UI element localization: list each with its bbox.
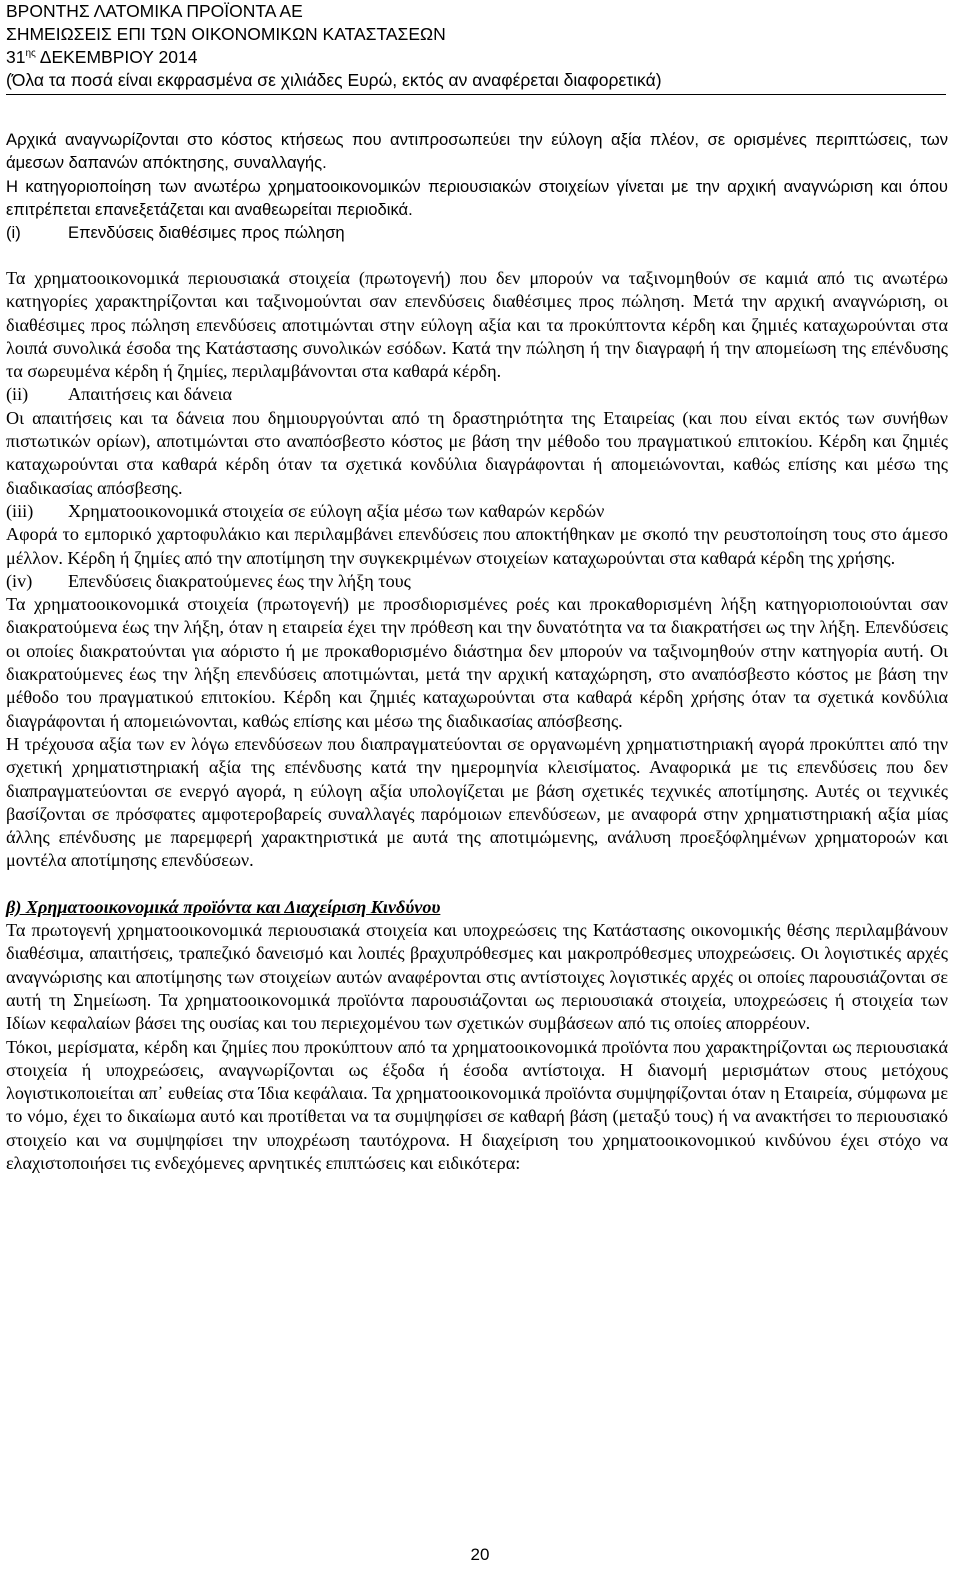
intro-paragraph-1: Αρχικά αναγνωρίζονται στο κόστος κτήσεως που αντιπροσωπεύει την εύλογη αξία πλέον, σε ορισμένες περιπτώσεις, των άμεσων δαπανών απόκτησης, συναλλαγής. bbox=[6, 130, 948, 173]
item-iv-number: (iv) bbox=[6, 570, 33, 591]
section-iii-text: Αφορά το εμπορικό χαρτοφυλάκιο και περιλαμβάνει επενδύσεις που αποκτήθηκαν με σκοπό την ρευστοποίηση τους στο άμεσο μέλλον. Κέρδη ή ζημίες από την αποτίμηση την συγκεκριμένων στοιχείων καταχωρούνται στα καθαρά κέρδη της χρήσης. bbox=[6, 524, 948, 568]
report-date: $31^{\eta\varsigma}$ ΔΕΚΕΜΒΡΙΟΥ 2014 bbox=[6, 47, 198, 67]
item-i-title: Επενδύσεις διαθέσιμες προς πώληση bbox=[68, 223, 345, 243]
company-name: ΒΡΟΝΤΗΣ ΛΑΤΟΜΙΚΑ ΠΡΟΪΟΝΤΑ ΑΕ bbox=[6, 1, 303, 21]
item-iv-title: Επενδύσεις διακρατούμενες έως την λήξη τους bbox=[68, 570, 411, 591]
body-block bbox=[6, 267, 948, 1175]
item-i-heading bbox=[6, 221, 948, 244]
item-iii-number: (iii) bbox=[6, 500, 34, 521]
notes-title: ΣΗΜΕΙΩΣΕΙΣ ΕΠΙ ΤΩΝ ΟΙΚΟΝΟΜΙΚΩΝ ΚΑΤΑΣΤΑΣΕΩΝ bbox=[6, 24, 446, 44]
currency-note: (Όλα τα ποσά είναι εκφρασμένα σε χιλιάδες Ευρώ, εκτός αν αναφέρεται διαφορετικά) bbox=[6, 70, 662, 90]
document-header bbox=[6, 0, 946, 95]
fair-value-paragraph: Η τρέχουσα αξία των εν λόγω επενδύσεων που διαπραγματεύονται σε οργανωμένη χρηματιστηριακή αγορά προκύπτει από την σχετική χρηματιστηριακή αξία της επένδυσης κατά την ημερομηνία κλεισίματος. Αναφορικά με τις επενδύσεις που δεν διαπραγματεύονται σε ενεργό αγορά, η εύλογη αξία υπολογίζεται με βάση σχετικές τεχνικές αποτίμησης. Αυτές οι τεχνικές βασίζονται σε πρόσφατες αμφοτεροβαρείς συναλλαγές παρόμοιων επενδύσεων, με αναφορά στην χρηματιστηριακή αξία μίας άλλης επένδυσης με παρεμφερή χαρακτηριστικά με αυτά της αποτιμώμενης, ανάλυση προεξόφλημένων χρηματοροών και μοντέλα αποτίμησης επενδύσεων. bbox=[6, 733, 948, 871]
section-iv-text: Τα χρηματοοικονομικά στοιχεία (πρωτογενή) με προσδιορισμένες ροές και προκαθορισμένη λήξη κατηγοριοποιούνται σαν διακρατούμενα έως την λήξη, όταν η εταιρεία έχει την πρόθεση και την δυνατότητα να τα διακρατήσει ως την λήξη. Επενδύσεις οι οποίες διακρατούνται για αόριστο ή με προκαθορισμένο διάστημα δεν μπορούν να ταξινομηθούν στην κατηγορία αυτή. Οι διακρατούμενες έως την λήξη επενδύσεις αποτιμώνται, μετά την αρχική καταχώρηση, στο αναπόσβεστο κόστος με βάση την μέθοδο του πραγματικού επιτοκίου. Κέρδη και ζημιές καταχωρούνται στα καθαρά κέρδη χρήσης όταν τα σχετικά κονδύλια διαγράφονται ή απομειώνονται, καθώς επίσης και μέσω της διαδικασίας απόσβεσης. bbox=[6, 594, 948, 731]
item-iii-title: Χρηματοοικονομικά στοιχεία σε εύλογη αξία μέσω των καθαρών κερδών bbox=[68, 500, 605, 521]
item-ii-heading bbox=[6, 383, 948, 406]
section-i-text: Τα χρηματοοικονομικά περιουσιακά στοιχεία (πρωτογενή) που δεν μπορούν να ταξινομηθούν σε καμιά από τις ανωτέρω κατηγορίες χαρακτηρίζονται και ταξινομούνται σαν επενδύσεις διαθέσιμες προς πώληση. Μετά την αρχική αναγνώριση, οι διαθέσιμες προς πώληση επενδύσεις αποτιμώνται στην εύλογη αξία και τα προκύπτοντα κέρδη και ζημιές καταχωρούνται στα λοιπά συνολικά έσοδα της Κατάστασης συνολικών εσόδων. Κατά την πώληση ή την διαγραφή ή την απομείωση της επένδυσης τα σωρευμένα κέρδη ή ζημίες, περιλαμβάνονται στα καθαρά κέρδη. bbox=[6, 268, 948, 382]
item-ii-number: (ii) bbox=[6, 384, 29, 405]
page-number: 20 bbox=[470, 1545, 490, 1564]
blank-line bbox=[6, 873, 948, 896]
intro-paragraph-2: Η κατηγοριοποίηση των ανωτέρω χρηματοοικονομικών περιουσιακών στοιχείων γίνεται με την αρχική αναγνώριση και όπου επιτρέπεται επανεξετάζεται και αναθεωρείται περιοδικά. bbox=[6, 176, 948, 219]
intro-block bbox=[6, 128, 948, 244]
item-iii-heading bbox=[6, 500, 948, 523]
section-b-heading: β) Χρηματοοικονομικά προϊόντα και Διαχείριση Κινδύνου bbox=[6, 896, 441, 917]
section-b-paragraph-1: Τα πρωτογενή χρηματοοικονομικά περιουσιακά στοιχεία και υποχρεώσεις της Κατάστασης οικονομικής θέσης περιλαμβάνουν διαθέσιμα, απαιτήσεις, τραπεζικό δανεισμό και λοιπές βραχυπρόθεσμες και μακροπρόθεσμες υποχρεώσεις. Οι λογιστικές αρχές αναγνώρισης και αποτίμησης των στοιχείων αυτών αναφέρονται στις αντίστοιχες λογιστικές αρχές οι οποίες παρουσιάζονται σε αυτή τη Σημείωση. Τα χρηματοοικονομικά προϊόντα παρουσιάζονται ως περιουσιακά στοιχεία, υποχρεώσεις ή στοιχεία των Ιδίων κεφαλαίων βάσει της ουσίας και του περιεχομένου των σχετικών συμβάσεων από τις οποίες απορρέουν. bbox=[6, 920, 948, 1034]
item-iv-heading bbox=[6, 570, 948, 593]
section-b-paragraph-2: Τόκοι, μερίσματα, κέρδη και ζημίες που προκύπτουν από τα χρηματοοικονομικά προϊόντα που χαρακτηρίζονται ως περιουσιακά στοιχεία ή υποχρεώσεις, αναγνωρίζονται ως έξοδα ή έσοδα αντίστοιχα. Η διανομή μερισμάτων στους μετόχους λογιστικοποιείται απ᾽ ευθείας στα Ίδια κεφάλαια. Τα χρηματοοικονομικά προϊόντα συμψηφίζονται όταν η Εταιρεία, σύμφωνα με το νόμο, έχει το δικαίωμα αυτό και προτίθεται να τα συμψηφίσει σε καθαρή βάση (μεταξύ τους) ή να ανακτήσει το περιουσιακό στοιχείο και να συμψηφίσει την υποχρέωση ταυτόχρονα. Η διαχείριση του χρηματοοικονομικού κινδύνου έχει στόχο να ελαχιστοποιήσει τις ενδεχόμενες αρνητικές επιπτώσεις και ειδικότερα: bbox=[6, 1036, 948, 1173]
item-i-number: (i) bbox=[6, 223, 21, 243]
section-ii-text: Οι απαιτήσεις και τα δάνεια που δημιουργούνται από τη δραστηριότητα της Εταιρείας (και που είναι εκτός των συνήθων πιστωτικών ορίων), αποτιμώνται στο αναπόσβεστο κόστος με βάση την μέθοδο του πραγματικού επιτοκίου. Κέρδη και ζημιές καταχωρούνται στα καθαρά κέρδη όταν τα σχετικά κονδύλια διαγράφονται ή απομειώνονται, καθώς επίσης και μέσω της διαδικασίας απόσβεσης. bbox=[6, 407, 948, 498]
item-ii-title: Απαιτήσεις και δάνεια bbox=[68, 384, 232, 405]
